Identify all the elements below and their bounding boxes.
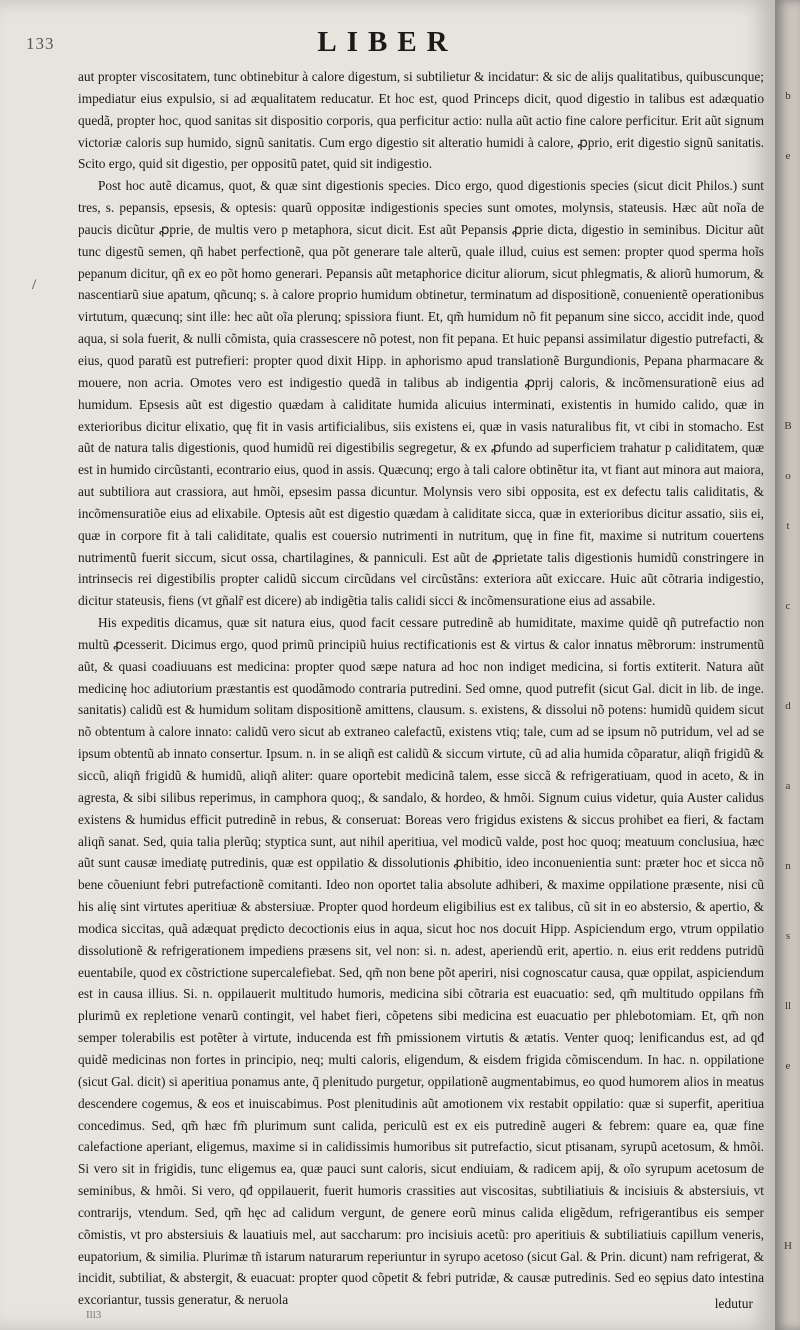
strip-glyph: n: [785, 860, 791, 872]
facing-page-edge: [775, 0, 800, 1330]
running-header: LIBER: [317, 26, 458, 58]
strip-glyph: s: [785, 930, 791, 942]
strip-glyph: d: [785, 700, 791, 712]
strip-glyph: H: [784, 1240, 792, 1252]
paragraph: aut propter viscositatem, tunc obtinebitur à calore digestum, si subtilietur & incidatur: & sic de alijs qualitatibus, quibuscunque; impediatur eius expulsio, si ad æqualitatem reducatur. Et hoc est, quod Princeps dicit, quod digestio in talibus est adæquatio quedã, propter hoc, quod sanitas sit dispositio corporis, qua perficitur actio: nulla aũt actio fine calore perficitur. Erit aũt signum victoriæ caloris sup humido, signũ sanitatis. Cum ergo digestio sit alteratio humidi à calore, ꝓprio, erit digestio signũ sanitatis. Scito ergo, quid sit digestio, per oppositũ patet, quid sit indigestio.: [78, 69, 764, 172]
strip-glyph: ll: [784, 1000, 792, 1012]
strip-glyph: a: [785, 780, 791, 792]
catchword: ledutur: [714, 1296, 753, 1311]
margin-mark: /: [32, 277, 37, 293]
strip-glyph: b: [785, 90, 791, 102]
paragraph: Post hoc autẽ dicamus, quot, & quæ sint digestionis species. Dico ergo, quod digestionis species (sicut dicit Philos.) sunt tres, s. pepansis, epsesis, & optesis: quarũ oppositæ indigestionis species sunt omotes, molynsis, stateusis. Hæc aũt noĩa de paucis dicũtur ꝓprie, de multis vero p metaphora, sicut dicit. Est aũt Pepansis ꝓprie dicta, digestio in seminibus. Dicitur aũt tunc digestũ semen, qñ habet perfectionẽ, qua põt generare tale alterũ, quale illud, cuius est semen: propter quod sperma hoĩs pepanum dicitur, qñ ex eo põt homo generari. Pepansis aũt metaphorice dicitur aliorum, sicut phlegmatis, & aliorũ humorum, & nascentiarũ siue apatum, qñcunq; s. à calore proprio humidum obtinetur, terminatum ad dispositionẽ, conuenientẽ operationibus virtutum, quæcunq; sint ille: hec aũt oĩa plerunq; spissiora fiunt. Et, qm̃ humidum nõ fit pepanum sine sicco, accidit inde, quod aqua, si sola fuerit, & nulli cõmista, quia crassescere nõ potest, non fit pepana. Et huic pepansi assimilatur digestio putrefacti, & eius, quod paratũ est putrefieri: propter quod dixit Hipp. in aphorismo apud translationẽ Burgundionis, Pepana pharmacare & mouere, non acria. Omotes vero est indigestio quedã in talibus ab indigentia ꝓprij caloris, & incõmensurationẽ eius ad humidum. Epsesis aũt est digestio quædam à caliditate humida alicuius interminati, existentis in humido calido, quæ in exterioribus dicitur elixatio, quę fit in vasis artificialibus, siis existens ei, quæ in vasis naturalibus fit, vt cibi in stomacho. Est aũt de natura talis digestionis, quod humidũ rei digestibilis segregetur, & ex ꝓfundo ad superficiem trahatur p caliditatem, quæ est in humido circũstanti, econtrario eius, quod in assis. Quæcunq; ergo à tali calore obtinẽtur ita, vt fiant aut minora aut maiora, aut subtiliora aut crassiora, aut hmõi, epsesim passa dicuntur. Molynsis vero sibi opposita, est ex defectu talis caliditatis, & incõmensuratiõe eius ad elixabile. Optesis aũt est digestio quædam à caliditate sicca, quæ in exterioribus dicitur assatio, siis ei, quæ in corpore fit à tali caliditate, qualis est couersio nutrimenti in nutritum, quę in fine fit, maxime si nutritum couertens nutrimentũ fuerit siccum, sicut ossa, chartilagines, & panniculi. Est aũt de ꝓprietate talis digestionis humidũ constringere in intrinsecis rei digestibilis propter calidũ siccum circũdans vel circũstãns: exteriora aũt exiccare. Huic aũt cõtraria indigestio, dicitur stateusis, fiens (vt gñalr̃ est dicere) ab indigẽtia talis calidi sicci & incõmensuratione eius ad assabile.: [78, 178, 764, 609]
strip-glyph: o: [785, 470, 791, 482]
strip-glyph: B: [784, 420, 792, 432]
paragraph: His expeditis dicamus, quæ sit natura eius, quod facit cessare putredinẽ ab humiditate, maxime quidẽ qñ putrefactio non multũ ꝓcesserit. Dicimus ergo, quod primũ principiũ huius rectificationis est & virtus & calor innatus mẽbrorum: instrumentũ aũt, & quasi coadiuuans est medicina: propter quod sæpe natura ad hoc non indiget medicina, si fortis extiterit. Natura aũt medicinę hoc adiutorium præstantis est quodãmodo contraria putredini. Sed omne, quod putrefit (sicut Gal. dicit in lib. de inge. sanitatis) calidũ est & humidum solitam dispositionẽ amittens, clausum. s. existens, & dissolui nõ potens: humidũ quidem sicut nõ obtentum à calore innato: calidũ vero sicut ab extraneo calefactũ, existens vtiq; tale, cum ad se ipsum nõ putridum, vel ad se ipsum obtentũ ab innato consertur. Ipsum. n. in se aliqñ est calidũ & siccum virtute, cũ ad alia humida cõparatur, aliqñ frigidũ & siccũ, aliqñ frigidũ & humidũ, aliqñ aliter: quare oportebit medicinã talem, esse siccã & refrigeratiuam, quod in aceto, & in agresta, & sibi silibus reperimus, in camphora quoq;, & sandalo, & hordeo, & hmõi. Signum cuius videtur, quia Auster calidus existens & humidus efficit putredinẽ in rebus, & conseruat: Boreas vero frigidus existens & siccus prohibet ea fieri, & factam aliqñ sanat. Sed, quia talia plerũq; styptica sunt, aut nihil aperitiua, vel modicũ valde, post hoc quoq; meatuum conclusiua, hæc aũt sunt causæ imediatę putredinis, quæ est oppilatio & dissolutionis ꝓhibitio, ideo inconuenientia sunt: præter hoc et sicca nõ bene cõueniunt febri putrefactionẽ comitanti. Ideo non oportet talia absolute adhiberi, & maxime oppilatione præsente, nisi cũ his alię sint virtutes aperitiuæ & abstersiuæ. Propter quod hordeum eligibilius est ex talibus, cũ sit in eo abstersio, & apertio, & modica siccitas, quã adæquat prędicto decoctionis eius in aqua, sicut hoc nos docuit Hipp. Aspiciendum ergo, vtrum oppilatio dissolutionẽ & refrigerationem impediens præsens sit, vel non: si. n. adest, aperiendũ erit, apertio. n. eius erit reddens putridũ euentabile, quod ex cõstrictione supercalefiebat. Sed, qm̃ non bene põt aperiri, nisi cognoscatur causa, quæ oppilat, aspiciendum est in causa illius. Si. n. oppilauerit multitudo humoris, medicina sibi cõtraria est euacuatio: sed, qm̃ multitudo oppilans fm̃ plurimũ ex repletione venarũ contingit, vel habet fieri, cõpetens sibi medicina est euacuatio per phlebotomiam. Et, qm̃ non semper tolerabilis est potẽter à virtute, inducenda est fm̃ pmissionem virtutis & ætatis. Venter quoq; lenificandus est, ad qđ quidẽ medicinas non fortes in principio, neq; multi caloris, eligendum, & eisdem frigida cõmiscendum. In hac. n. oppilatione (sicut Gal. dicit) si aperitiua ponamus ante, q̃ plenitudo purgetur, oppilationẽ augmentabimus, eo quod humorem alios in meatus descendere cogemus, & eos et inuiscabimus. Post plenitudinis aũt amotionem vix restabit oppilatio: quæ si superfit, aperitiua concedimus. Sed, qm̃ hæc fm̃ plurimum sunt calida, periculũ est ex eis putredinẽ augeri & febrem: quare ea, quæ fine calefactione aperiant, eligemus, maxime si in calidissimis humoribus sit putrefactio, sicut ptisanam, syrupũ acetosum, & hmõi. Si vero sit in frigidis, tunc eligemus ea, quæ pauci sunt caloris, sicut endiuiam, & radicem apij, & oĩo syrupum acetosum de seminibus, & hmõi. Si vero, qđ oppilauerit, fuerit humoris crassities aut viscositas, subtiliatiuis & incisiuis & abstersiuis, vt contrarijs, vtendum. Sed, qm̃ hęc ad calidum vergunt, de genere eorũ minus calida eligẽdum, refrigerantibus eis semper cõmistis, vt pro abstersiuis & lauatiuis mel, aut saccharum: pro incisiuis acetũ: pro aperitiuis & subtiliatiuis capillum veneris, eupatorium, & similia. Plurimæ tñ istarum naturarum reperiuntur in syrupo acetoso (sicut Gal. & Prin. dicunt) nam refrigerat, & incidit, subtiliat, & abstergit, & euacuat: propter quod cõpetit & febri putridæ, & causæ putredinis. Sed eo sępius dato intestina excoriantur, tussis generatur, & neruola: [78, 615, 764, 1308]
strip-glyph: t: [786, 520, 790, 532]
strip-glyph: e: [785, 150, 791, 162]
strip-glyph: c: [785, 600, 791, 612]
text-block: [78, 66, 764, 1311]
signature-mark: Ill3: [86, 1309, 102, 1321]
strip-glyph: e: [785, 1060, 791, 1072]
page-number: 133: [26, 34, 55, 53]
